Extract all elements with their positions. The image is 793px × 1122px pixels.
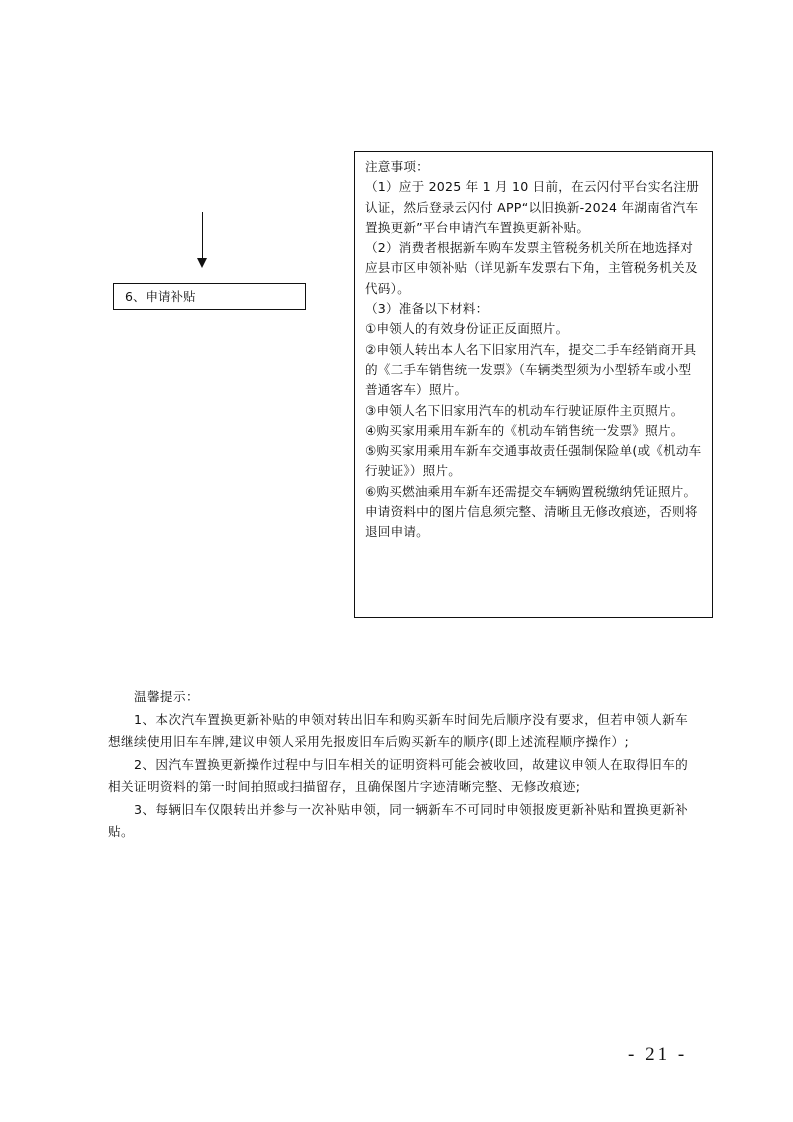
notice-item: ⑥购买燃油乘用车新车还需提交车辆购置税缴纳凭证照片。 (365, 483, 697, 499)
notice-item: ④购买家用乘用车新车的《机动车销售统一发票》照片。 (365, 422, 684, 438)
tips-section (108, 686, 696, 844)
flow-step-label: 6、申请补贴 (125, 289, 196, 304)
notice-box (354, 151, 713, 618)
notice-item: ③申领人名下旧家用汽车的机动车行驶证原件主页照片。 (365, 402, 684, 418)
notice-item: ②申领人转出本人名下旧家用汽车，提交二手车经销商开具的《二手车销售统一发票》（车辆类型须为小型轿车或小型普通客车）照片。 (365, 341, 697, 398)
notice-item: ⑤购买家用乘用车新车交通事故责任强制保险单(或《机动车行驶证》）照片。 (365, 443, 702, 479)
flow-step-apply-subsidy (113, 283, 306, 310)
notice-item: （3）准备以下材料： (365, 301, 489, 317)
flow-arrow-line (202, 212, 203, 260)
page-number: - 21 - (628, 1044, 688, 1065)
notice-item: （2）消费者根据新车购车发票主管税务机关所在地选择对应县市区申领补贴（详见新车发票右下角，主管税务机关及代码）。 (365, 240, 698, 296)
tips-title: 温馨提示： (134, 689, 199, 704)
notice-item: （1）应于 2025 年 1 月 10 日前，在云闪付平台实名注册认证，然后登录云闪付 APP“以旧换新-2024 年湖南省汽车置换更新”平台申请汽车置换更新补贴。 (365, 179, 700, 235)
down-arrow-icon (197, 258, 207, 268)
notice-item: 申请资料中的图片信息须完整、清晰且无修改痕迹，否则将退回申请。 (365, 504, 698, 540)
notice-title: 注意事项： (365, 159, 429, 174)
tips-item: 2、因汽车置换更新操作过程中与旧车相关的证明资料可能会被收回，故建议申领人在取得旧车的相关证明资料的第一时间拍照或扫描留存，且确保图片字迹清晰完整、无修改痕迹; (108, 756, 689, 794)
notice-item: ①申领人的有效身份证正反面照片。 (365, 321, 569, 337)
tips-item: 1、本次汽车置换更新补贴的申领对转出旧车和购买新车时间先后顺序没有要求，但若申领人新车想继续使用旧车车牌,建议申领人采用先报废旧车后购买新车的顺序(即上述流程顺序操作）; (108, 711, 689, 749)
tips-item: 3、每辆旧车仅限转出并参与一次补贴申领，同一辆新车不可同时申领报废更新补贴和置换更新补贴。 (108, 801, 689, 839)
